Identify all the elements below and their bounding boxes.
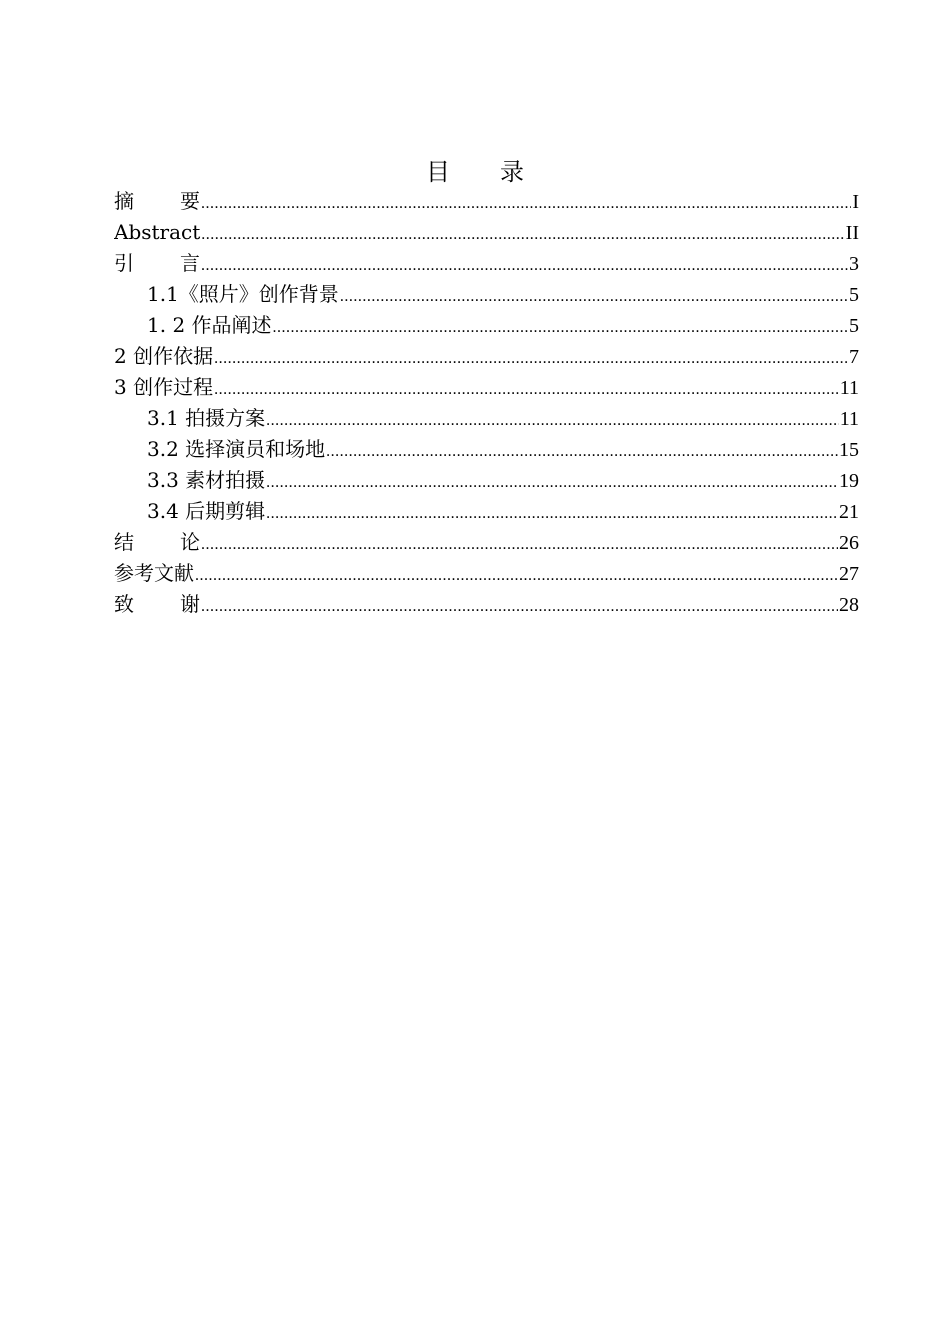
- toc-title: [0, 152, 950, 187]
- toc-entry-page: 7: [849, 346, 859, 368]
- toc-entry-introduction[interactable]: [114, 248, 859, 279]
- dot-leader: [201, 188, 851, 217]
- toc-entry-label: 3.1 拍摄方案: [147, 406, 266, 430]
- toc-title-char-1: 目: [426, 158, 450, 186]
- dot-leader: [340, 281, 848, 310]
- dot-leader: [195, 560, 838, 589]
- toc-entry-label: 1.1《照片》创作背景: [147, 282, 339, 306]
- toc-entry-2[interactable]: [114, 341, 859, 372]
- toc-entry-page: 11: [839, 377, 859, 399]
- table-of-contents: [114, 186, 859, 620]
- toc-entry-page: 26: [839, 532, 859, 554]
- dot-leader: [214, 343, 848, 372]
- toc-entry-label: Abstract: [114, 220, 201, 244]
- toc-entry-label: 3.4 后期剪辑: [147, 499, 266, 523]
- toc-entry-page: 19: [839, 470, 859, 492]
- dot-leader: [266, 498, 838, 527]
- toc-entry-page: 15: [839, 439, 859, 461]
- dot-leader: [326, 436, 838, 465]
- toc-entry-label: 参考文献: [114, 561, 194, 585]
- toc-entry-page: 5: [849, 284, 859, 306]
- toc-entry-page: II: [845, 222, 859, 244]
- toc-entry-references[interactable]: [114, 558, 859, 589]
- toc-entry-label: 1. 2 作品阐述: [147, 313, 272, 337]
- toc-entry-label: 3.2 选择演员和场地: [147, 437, 326, 461]
- dot-leader: [266, 467, 838, 496]
- toc-entry-abstract-en[interactable]: [114, 217, 859, 248]
- toc-entry-page: 21: [839, 501, 859, 523]
- toc-entry-abstract-cn[interactable]: [114, 186, 859, 217]
- dot-leader: [266, 405, 839, 434]
- toc-entry-page: I: [852, 191, 859, 213]
- toc-entry-label: 结 论: [114, 530, 200, 554]
- toc-entry-label: 致 谢: [114, 592, 200, 616]
- toc-entry-page: 3: [849, 253, 859, 275]
- toc-entry-label: 引 言: [114, 251, 200, 275]
- toc-entry-page: 28: [839, 594, 859, 616]
- toc-entry-3[interactable]: [114, 372, 859, 403]
- dot-leader: [201, 219, 844, 248]
- toc-entry-label: 2 创作依据: [114, 344, 214, 368]
- toc-entry-conclusion[interactable]: [114, 527, 859, 558]
- toc-entry-page: 27: [839, 563, 859, 585]
- toc-entry-1-1[interactable]: [114, 279, 859, 310]
- toc-entry-label: 3 创作过程: [114, 375, 214, 399]
- toc-entry-acknowledgements[interactable]: [114, 589, 859, 620]
- toc-entry-page: 11: [839, 408, 859, 430]
- dot-leader: [201, 591, 838, 620]
- dot-leader: [214, 374, 839, 403]
- toc-entry-page: 5: [849, 315, 859, 337]
- toc-entry-label: 3.3 素材拍摄: [147, 468, 266, 492]
- toc-entry-1-2[interactable]: [114, 310, 859, 341]
- dot-leader: [201, 250, 848, 279]
- dot-leader: [273, 312, 848, 341]
- toc-entry-3-3[interactable]: [114, 465, 859, 496]
- dot-leader: [201, 529, 838, 558]
- toc-entry-label: 摘 要: [114, 189, 200, 213]
- toc-entry-3-4[interactable]: [114, 496, 859, 527]
- toc-entry-3-1[interactable]: [114, 403, 859, 434]
- toc-entry-3-2[interactable]: [114, 434, 859, 465]
- toc-title-char-2: 录: [500, 158, 524, 186]
